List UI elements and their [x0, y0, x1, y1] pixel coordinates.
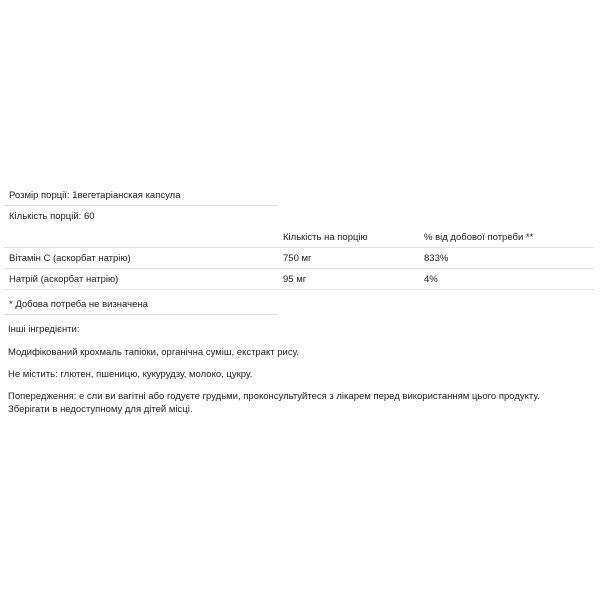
- row-divider: [4, 289, 594, 290]
- free-from-statement: Не містить: глютен, пшеницю, кукурудзу, молоко, цукру.: [8, 369, 253, 380]
- nutrient-daily-value: 833%: [424, 253, 449, 264]
- serving-size-row: [4, 185, 278, 206]
- warning-text: Попередження: е сли ви вагітні або годуєте грудьми, проконсультуйтеся з лікарем перед використанням цього продукту.: [8, 391, 540, 402]
- footnote-row: [4, 294, 278, 315]
- other-ingredients: Модифікований крохмаль тапіоки, органічна суміш, екстракт рису.: [8, 347, 300, 358]
- storage-text: Зберігати в недоступному для дітей місці.: [8, 404, 193, 415]
- table-header-row: [4, 227, 594, 248]
- nutrient-amount: 750 мг: [283, 253, 312, 264]
- table-row: [4, 269, 594, 290]
- nutrient-name: Вітамін С (аскорбат натрію): [9, 253, 131, 264]
- row-divider: [4, 314, 278, 315]
- daily-value-header: % від добової потреби **: [424, 232, 534, 243]
- nutrient-daily-value: 4%: [424, 274, 438, 285]
- servings-count: Кількість порцій: 60: [9, 211, 95, 222]
- footnote: * Добова потреба не визначена: [9, 299, 148, 310]
- supplement-facts-table: [4, 185, 594, 315]
- table-row: [4, 248, 594, 269]
- nutrient-name: Натрій (аскорбат натрію): [9, 274, 119, 285]
- serving-size: Розмір порції: 1вегетаріанская капсула: [9, 190, 181, 201]
- servings-count-row: [4, 206, 278, 227]
- other-ingredients-title: Інші інгредієнти:: [8, 324, 80, 335]
- nutrient-amount: 95 мг: [283, 274, 307, 285]
- amount-per-serving-header: Кількість на порцію: [283, 232, 368, 243]
